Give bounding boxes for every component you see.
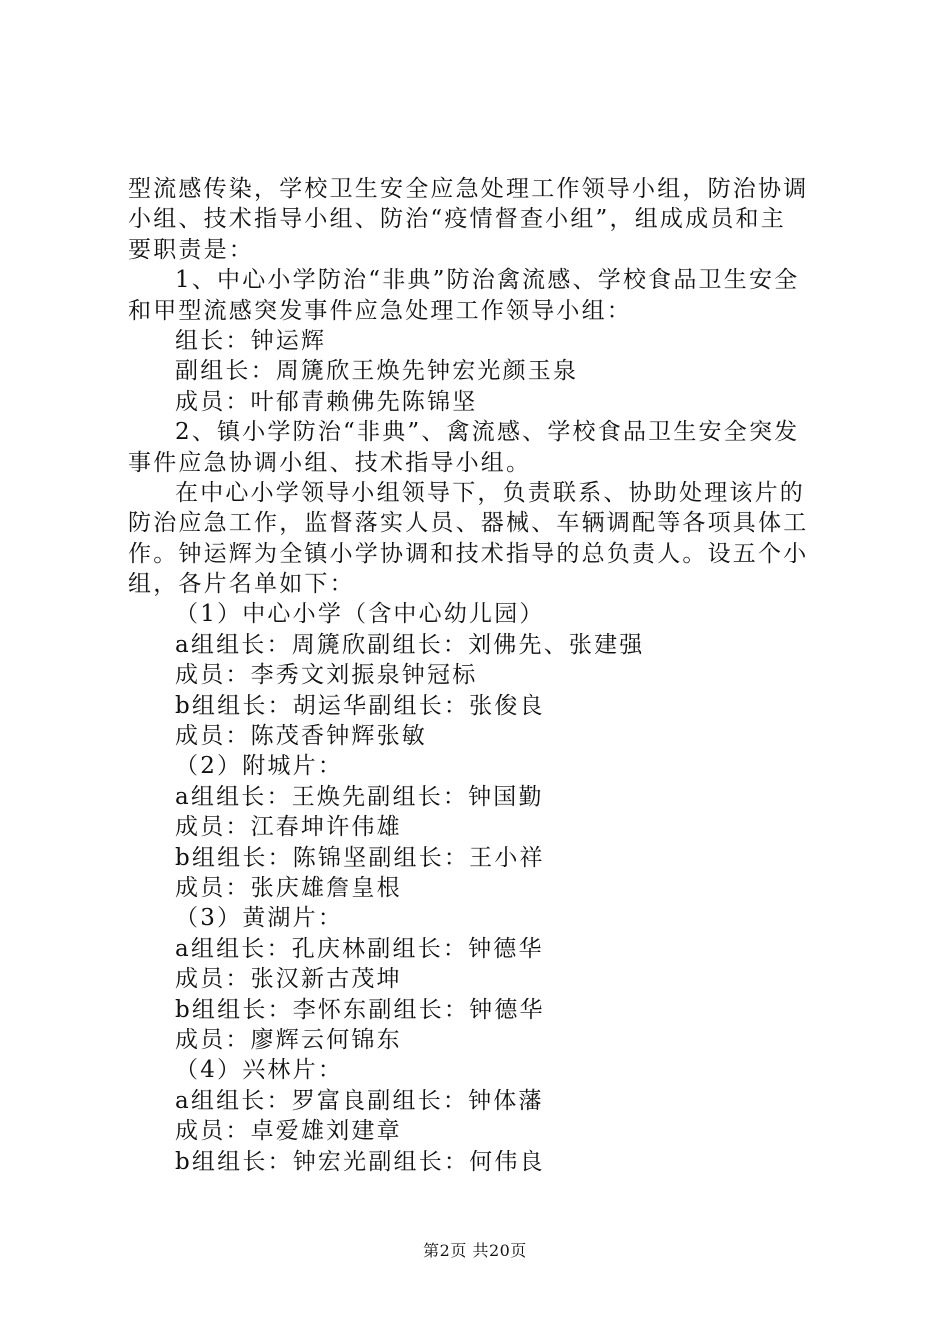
members-line: 成员：张庆雄詹皇根 (175, 874, 402, 901)
section-heading-1: 1、中心小学防治“非典”防治禽流感、学校食品卫生安全 (175, 267, 800, 294)
text-line: 防治应急工作，监督落实人员、器械、车辆调配等各项具体工 (128, 510, 809, 537)
members-line: 成员：张汉新古茂坤 (175, 966, 402, 993)
members-line: 成员：廖辉云何锦东 (175, 1026, 402, 1053)
group-leader-line: a组组长：罗富良副组长：钟体藩 (175, 1087, 544, 1114)
paragraph-start: 在中心小学领导小组领导下，负责联系、协助处理该片的 (175, 479, 805, 506)
document-body (128, 174, 833, 1177)
text-line: 作。钟运辉为全镇小学协调和技术指导的总负责人。设五个小 (128, 540, 809, 567)
text-line: 事件应急协调小组、技术指导小组。 (128, 449, 532, 476)
group-leader-line: a组组长：王焕先副组长：钟国勤 (175, 783, 544, 810)
text-line: 要职责是： (128, 236, 254, 263)
group-leader-line: a组组长：周篪欣副组长：刘佛先、张建强 (175, 631, 645, 658)
leader-line: 组长：钟运辉 (175, 327, 327, 354)
group-leader-line: b组组长：陈锦坚副组长：王小祥 (175, 844, 545, 871)
section-heading-2: 2、镇小学防治“非典”、禽流感、学校食品卫生安全突发 (175, 419, 800, 446)
area-heading: （1）中心小学（含中心幼儿园） (175, 601, 545, 628)
group-leader-line: b组组长：钟宏光副组长：何伟良 (175, 1148, 545, 1175)
area-heading: （3）黄湖片： (175, 905, 344, 932)
text-line: 组，各片名单如下： (128, 571, 355, 598)
text-line: 和甲型流感突发事件应急处理工作领导小组： (128, 297, 632, 324)
members-line: 成员：卓爱雄刘建章 (175, 1118, 402, 1145)
group-leader-line: b组组长：李怀东副组长：钟德华 (175, 996, 545, 1023)
members-line: 成员：李秀文刘振泉钟冠标 (175, 662, 478, 689)
members-line: 成员：江春坤许伟雄 (175, 814, 402, 841)
text-line: 小组、技术指导小组、防治“疫情督查小组”，组成成员和主 (128, 206, 786, 233)
members-line: 成员：陈茂香钟辉张敏 (175, 723, 427, 750)
deputy-leader-line: 副组长：周篪欣王焕先钟宏光颜玉泉 (175, 358, 579, 385)
page-number-footer: 第2页 共20页 (423, 1241, 527, 1260)
group-leader-line: a组组长：孔庆林副组长：钟德华 (175, 935, 544, 962)
group-leader-line: b组组长：胡运华副组长：张俊良 (175, 692, 545, 719)
area-heading: （4）兴林片： (175, 1057, 344, 1084)
text-line: 型流感传染，学校卫生安全应急处理工作领导小组，防治协调 (128, 176, 809, 202)
area-heading: （2）附城片： (175, 753, 344, 780)
members-line: 成员：叶郁青赖佛先陈锦坚 (175, 388, 478, 415)
